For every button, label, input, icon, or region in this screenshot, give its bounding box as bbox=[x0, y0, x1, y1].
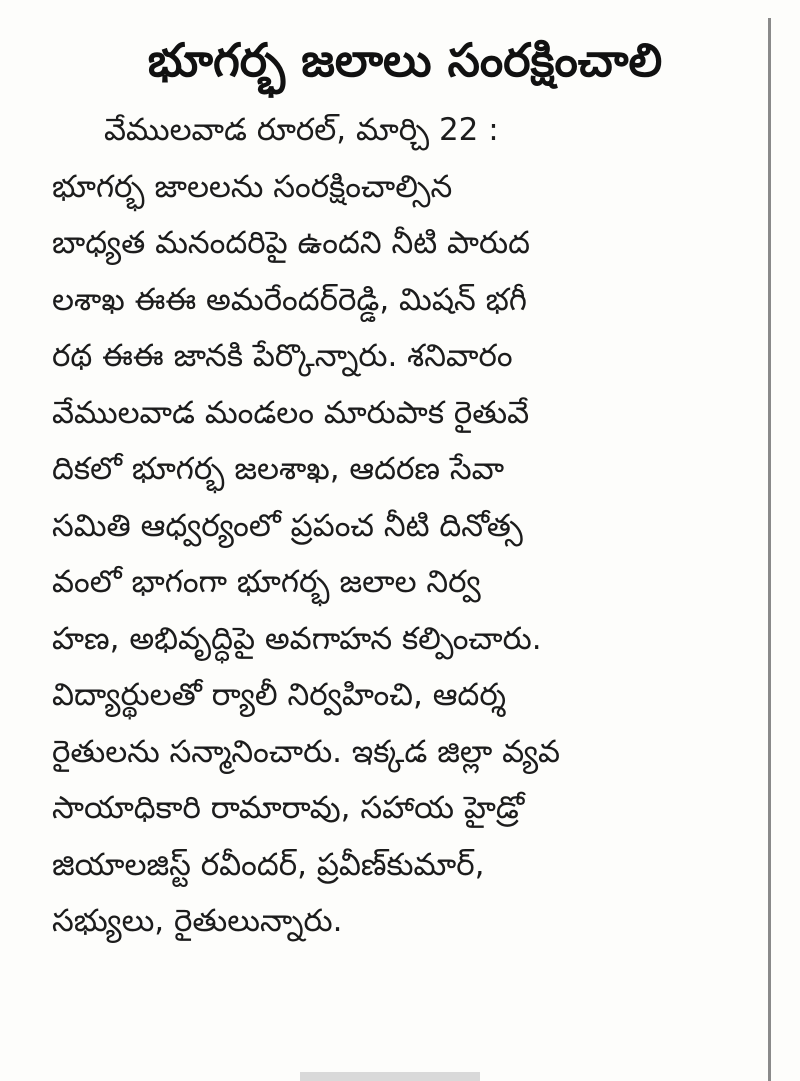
article-line: జియాలజిస్ట్ రవీందర్, ప్రవీణ్‌కుమార్, bbox=[52, 846, 485, 883]
article-body bbox=[52, 102, 752, 950]
article-line: లశాఖ ఈఈ అమరేందర్‌రెడ్డి, మిషన్ భగీ bbox=[52, 281, 527, 318]
article-line: దికలో భూగర్భ జలశాఖ, ఆదరణ సేవా bbox=[52, 451, 505, 487]
article-line: సభ్యులు, రైతులున్నారు. bbox=[52, 903, 343, 939]
article-line: బాధ్యత మనందరిపై ఉందని నీటి పారుద bbox=[52, 225, 530, 261]
article-line: రైతులను సన్మానించారు. ఇక్కడ జిల్లా వ్యవ bbox=[52, 733, 561, 770]
article-headline: భూగర్భ జలాలు సంరక్షించాలి bbox=[147, 33, 663, 87]
article-line: విద్యార్థులతో ర్యాలీ నిర్వహించి, ఆదర్శ bbox=[52, 677, 506, 713]
article-line: వేములవాడ మండలం మారుపాక రైతువే bbox=[52, 394, 530, 431]
article-line: రథ ఈఈ జానకి పేర్కొన్నారు. శనివారం bbox=[52, 338, 513, 374]
column-divider-rule bbox=[768, 18, 771, 1081]
cropped-next-headline-fragment bbox=[300, 1072, 480, 1081]
article-dateline: వేములవాడ రూరల్, మార్చి 22 : bbox=[104, 112, 499, 148]
article-line: సాయాధికారి రామారావు, సహాయ హైడ్రో bbox=[52, 790, 525, 826]
article-line: భూగర్భ జాలలను సంరక్షించాల్సిన bbox=[52, 168, 453, 205]
article-line: సమితి ఆధ్వర్యంలో ప్రపంచ నీటి దినోత్స bbox=[52, 507, 523, 544]
article-line: హణ, అభివృద్ధిపై అవగాహన కల్పించారు. bbox=[52, 620, 542, 657]
article-line: వంలో భాగంగా భూగర్భ జలాల నిర్వ bbox=[52, 564, 481, 600]
